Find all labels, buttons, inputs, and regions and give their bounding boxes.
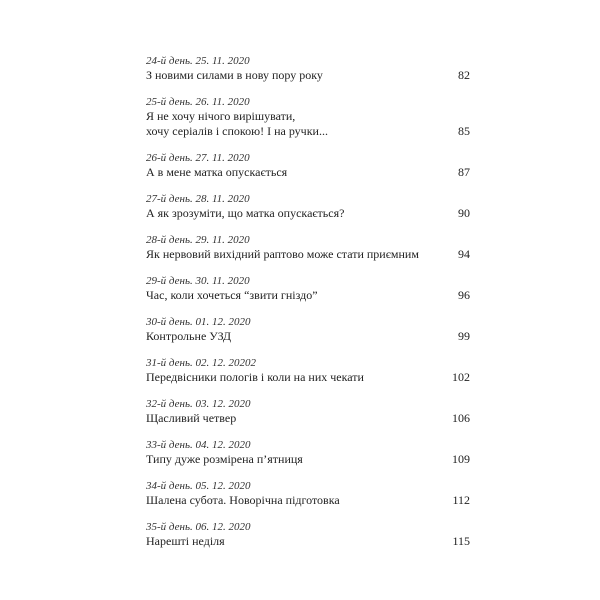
toc-entry-page-number: 90 — [458, 206, 470, 220]
toc-entry-title: Час, коли хочеться “звити гніздо” — [146, 288, 318, 302]
toc-entry-title: Контрольне УЗД — [146, 329, 232, 343]
toc-entry-title: Як нервовий вихідний раптово може стати приємним — [146, 247, 419, 261]
toc-entry-page-number: 106 — [452, 411, 470, 425]
toc-entry-text — [146, 520, 440, 549]
toc-entry-text — [146, 274, 440, 303]
toc-entry — [146, 356, 470, 385]
toc-entry — [146, 438, 470, 467]
toc-entry-text — [146, 95, 440, 139]
toc-entry-date: 26-й день. 27. 11. 2020 — [146, 152, 250, 164]
toc-entry-title: А як зрозуміти, що матка опускається? — [146, 206, 345, 220]
toc-entry-title: Типу дуже розмірена п’ятниця — [146, 452, 303, 466]
toc-entry-title: Передвісники пологів і коли на них чекати — [146, 370, 364, 384]
toc-entry — [146, 479, 470, 508]
toc-entry-date: 29-й день. 30. 11. 2020 — [146, 275, 250, 287]
toc-entry-page-number: 82 — [458, 68, 470, 82]
toc-entry-text — [146, 438, 440, 467]
table-of-contents — [146, 54, 470, 561]
toc-entry-title: А в мене матка опускається — [146, 165, 288, 179]
toc-entry-page-number: 102 — [452, 370, 470, 384]
toc-entry — [146, 192, 470, 221]
toc-entry — [146, 520, 470, 549]
toc-entry-date: 28-й день. 29. 11. 2020 — [146, 234, 250, 246]
toc-entry — [146, 315, 470, 344]
toc-entry-date: 34-й день. 05. 12. 2020 — [146, 480, 251, 492]
toc-entry-text — [146, 192, 440, 221]
toc-entry — [146, 274, 470, 303]
toc-entry-page-number: 94 — [458, 247, 470, 261]
toc-entry-date: 31-й день. 02. 12. 20202 — [146, 357, 256, 369]
toc-entry-text — [146, 151, 440, 180]
toc-entry-page-number: 109 — [452, 452, 470, 466]
toc-entry-date: 27-й день. 28. 11. 2020 — [146, 193, 250, 205]
toc-entry-page-number: 112 — [452, 493, 470, 507]
toc-entry-page-number: 87 — [458, 165, 470, 179]
toc-entry — [146, 151, 470, 180]
toc-entry — [146, 95, 470, 139]
toc-entry-date: 32-й день. 03. 12. 2020 — [146, 398, 251, 410]
toc-entry-title: Я не хочу нічого вирішувати, хочу серіалів і спокою! І на ручки... — [146, 109, 328, 138]
toc-entry-page-number: 96 — [458, 288, 470, 302]
toc-entry-page-number: 115 — [452, 534, 470, 548]
toc-entry-title: З новими силами в нову пору року — [146, 68, 323, 82]
toc-entry-date: 30-й день. 01. 12. 2020 — [146, 316, 251, 328]
toc-entry-text — [146, 54, 440, 83]
toc-entry-text — [146, 356, 440, 385]
toc-entry-text — [146, 397, 440, 426]
toc-entry-text — [146, 233, 440, 262]
toc-entry-date: 24-й день. 25. 11. 2020 — [146, 55, 250, 67]
toc-entry-text — [146, 479, 440, 508]
toc-entry-date: 25-й день. 26. 11. 2020 — [146, 96, 250, 108]
toc-entry-date: 35-й день. 06. 12. 2020 — [146, 521, 251, 533]
toc-entry-page-number: 99 — [458, 329, 470, 343]
toc-entry-title: Шалена субота. Новорічна підготовка — [146, 493, 340, 507]
toc-entry-date: 33-й день. 04. 12. 2020 — [146, 439, 251, 451]
toc-entry — [146, 54, 470, 83]
toc-entry-text — [146, 315, 440, 344]
toc-entry-title: Нарешті неділя — [146, 534, 225, 548]
toc-entry-title: Щасливий четвер — [146, 411, 237, 425]
toc-entry — [146, 397, 470, 426]
toc-entry — [146, 233, 470, 262]
toc-entry-page-number: 85 — [458, 124, 470, 138]
